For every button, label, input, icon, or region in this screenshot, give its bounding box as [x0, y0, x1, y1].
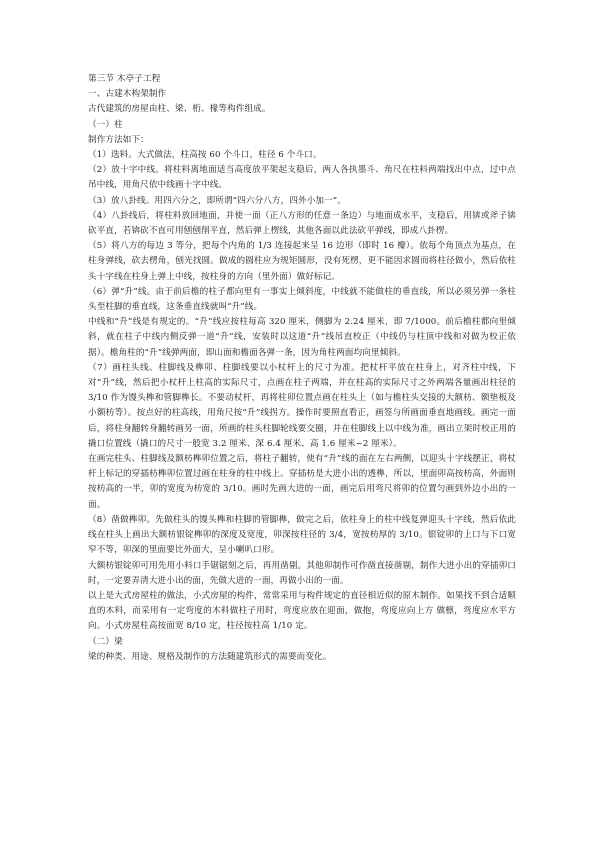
paragraph-8b: 大额枋银锭卯可用先用小料口手锯锯刻之后，再用凿剔。其他卯制作可作凿直接凿剔，制作大进小出的穿插卯口时，一定要弄清大进小出的面，先做大进的一面，再做小出的一面。	[88, 560, 516, 586]
paragraph-3: （3）放八卦线。用四六分之，即所谓“四六分八方，四外小加一”。	[88, 195, 346, 206]
paragraph-7a: （7）画柱头线、柱脚线及榫卯、柱脚线要以小杖杆上的尺寸为准。把杖杆平放在柱身上，对齐柱中线，下对“升”线，然后把小杖杆上柱高的实际尺寸，点画在柱子两端，并在柱高的实际尺寸之外两端各量画出柱径的 3/10 作为馒头榫和管脚榫长。不要动杖杆，再将柱卯位置点画在柱头上（如与檐柱头交接的大额枋、额垫板及小额枋等）。按点好的柱高线，用角尺按“升”线拐方。操作时要照直看正，画签与所画面垂直地画线。画完一面后，将柱身翻转身翻转画另一面，所画的柱头柱脚轮线要交圈，并在柱脚线上以中线为准，画出立架时校正用的撬口位置线（撬口的尺寸一般宽 3.2 厘米、深 6.4 厘米、高 1.6 厘米~2 厘米）。	[88, 362, 516, 449]
method-intro: 制作方法如下：	[88, 134, 149, 145]
paragraph-6b: 中线和“升”线是有规定的。“升”线应按柱每高 320 厘米，侧脚为 2.24 厘米，即 7/1000。前后檐柱都向里倾斜，就在柱子中线内侧反弹一道“升”线，安装时以这道“升”线吊直校正（中线仍与柱顶中线和对做为校正依据）。檐角柱的“升”线弹两面，即山面和檐面各弹一条，因为角柱两面均向里倾斜。	[88, 317, 516, 358]
paragraph-1: （1）选料。大式做法，柱高按 60 个斗口，柱径 6 个斗口。	[88, 150, 322, 161]
paragraph-7b: 在画完柱头、柱脚线及额枋榫卯位置之后，将柱子翻转，使有“升”线的面在左右两侧，以迎头十字线摆正，将杖杆上标记的穿插枋榫卯位置过画在柱身的柱中线上。穿插枋是大进小出的透榫，所以，里面卯高按枋高，外面则按枋高的一半，卯的宽度为枋宽的 3/10。画时先画大进的一面，画完后用弯尺将卯的位置匀画到外边小出的一面。	[88, 454, 516, 510]
document-page	[88, 72, 516, 665]
paragraph-6a: （6）弹“升”线。由于前后檐的柱子都向里有一事实上倾斜度，中线就不能做柱的垂直线，所以必须另弹一条柱头至柱脚的垂直线，这条垂直线就叫“升”线。	[88, 286, 516, 313]
beam-intro: 梁的种类、用途、规格及制作的方法随建筑形式的需要而变化。	[88, 651, 332, 662]
heading-beam: （二）梁	[88, 636, 123, 647]
heading-wood-frame: 一、古建木构架制作	[88, 89, 167, 100]
paragraph-8c: 以上是大式房屋柱的做法，小式房屋的构件，常常采用与构件规定的直径相近似的原木制作。如果找不到合适顺直的木料，而采用有一定弯度的木料做柱子用时，弯度应放在迎面，做抱，弯度应向上方 做檩，弯度应水平方向。小式房屋柱高按面宽 8/10 定，柱径按柱高 1/10 定。	[88, 590, 516, 632]
paragraph-4: （4）八卦线后，将柱料放回地面，并使一面（正八方形的任意一条边）与地面成水平，支稳后，用锛或斧子锛砍平直，若锛砍不直可用刨刨削平直，然后弹上楞线，其他各面以此法砍平弹线，即成八卦楞。	[88, 210, 516, 237]
heading-column: （一）柱	[88, 119, 123, 130]
paragraph-8a: （8）凿做榫卯。先做柱头的馒头榫和柱脚的管脚榫，做完之后，依柱身上的柱中线复弹迎头十字线，然后依此线在柱头上画出大额枋银锭榫卯的深度及宽度，卯深按柱径的 3/4，宽按枋厚的 3/10。银锭卯的上口与下口宽窄不等，卯深的里面要比外面大，呈小喇叭口形。	[88, 514, 516, 556]
section-title: 第三节 木亭子工程	[88, 74, 161, 84]
paragraph-5: （5）将八方的每边 3 等分，把每个内角的 1/3 连接起来呈 16 边形（即时 16 瓣）。依每个角顶点为基点，在柱身弹线，砍去楞角，刨光找圆。做成的圆柱应为规矩圆形，没有死楞，更不能因求圆而将柱径做小，然后依柱头十字线在柱身上弹上中线，按柱身的方向（里外面）做好标记。	[88, 241, 516, 282]
paragraph-2: （2）放十字中线。将柱料离地面适当高度放平架起支稳后，两人各执墨斗、角尺在柱料两端找出中点，过中点吊中线，用角尺依中线画十字中线。	[88, 165, 516, 191]
intro-text: 古代建筑的房屋由柱、梁、桁、椽等构件组成。	[88, 104, 271, 115]
